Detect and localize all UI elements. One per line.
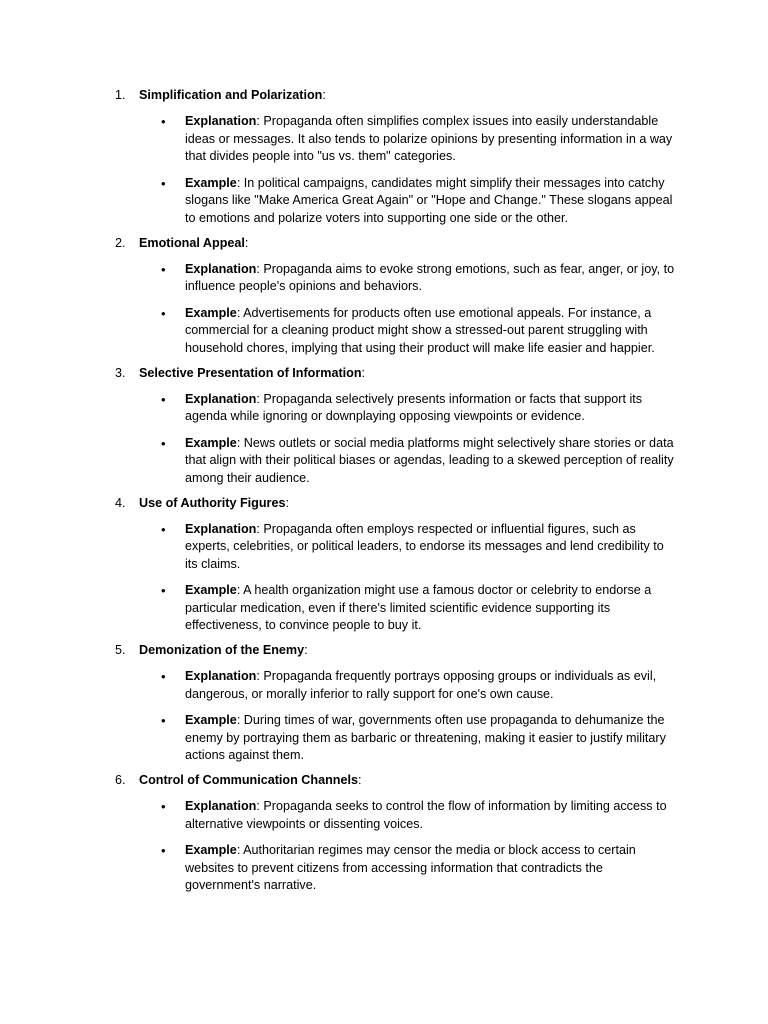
example-point (0, 435, 675, 488)
point-label: Explanation (185, 261, 257, 276)
topic-title: Simplification and Polarization (139, 88, 323, 102)
point-text: : Propaganda aims to evoke strong emotions, such as fear, anger, or joy, to influence people's opinions and behaviors. (185, 261, 675, 294)
point-list (0, 391, 768, 488)
topic-item (0, 86, 768, 228)
topic-heading (0, 641, 768, 659)
topic-colon: : (358, 773, 362, 788)
point-text: : During times of war, governments often use propaganda to dehumanize the enemy by portraying them as barbaric or threatening, making it easier to justify military actions against them. (185, 713, 666, 763)
point-text: : A health organization might use a famous doctor or celebrity to endorse a particular medication, even if there's limited scientific evidence supporting its effectiveness, to convince people to buy it. (185, 583, 652, 633)
topic-number: 4. (115, 495, 126, 510)
point-label: Example (185, 435, 237, 450)
topic-number: 1. (115, 88, 126, 102)
topic-list (0, 86, 768, 895)
bullet-icon: • (161, 305, 166, 321)
point-text: : Propaganda selectively presents information or facts that support its agenda while ignoring or downplaying opposing viewpoints or evidence. (185, 391, 643, 424)
point-label: Explanation (185, 521, 257, 536)
point-text: : Advertisements for products often use emotional appeals. For instance, a commercial for a cleaning product might show a stressed-out parent struggling with household chores, implying that using their product will make life easier and happier. (185, 305, 655, 355)
bullet-icon: • (161, 391, 166, 407)
bullet-icon: • (161, 261, 166, 277)
bullet-icon: • (161, 114, 166, 129)
topic-colon: : (244, 235, 249, 250)
point-text: : News outlets or social media platforms might selectively share stories or data that align with their political biases or agendas, leading to a skewed perception of reality among their audience. (185, 435, 674, 485)
point-list (0, 798, 768, 895)
example-point (0, 712, 675, 765)
point-text: : Propaganda often employs respected or influential figures, such as experts, celebrities, or political leaders, to endorse its messages and lend credibility to its claims. (185, 521, 664, 571)
topic-heading (0, 494, 768, 512)
point-text: : In political campaigns, candidates might simplify their messages into catchy slogans like "Make America Great Again" or "Hope and Change." These slogans appeal to emotions and polarize voters into supporting one side or the other. (185, 175, 673, 225)
bullet-icon: • (161, 435, 166, 451)
topic-title: Selective Presentation of Information (139, 365, 362, 380)
topic-heading (0, 364, 768, 382)
point-text: : Authoritarian regimes may censor the media or block access to certain websites to prevent citizens from accessing information that contradicts the government's narrative. (185, 843, 636, 893)
topic-item (0, 641, 768, 765)
point-label: Explanation (185, 391, 257, 406)
point-label: Example (185, 583, 237, 598)
topic-number: 3. (115, 365, 126, 380)
explanation-point (0, 391, 675, 426)
explanation-point (0, 113, 675, 166)
point-list (0, 521, 768, 636)
point-text: : Propaganda seeks to control the flow of information by limiting access to alternative viewpoints or dissenting voices. (185, 799, 667, 831)
topic-item (0, 364, 768, 488)
topic-heading (0, 234, 768, 252)
point-label: Explanation (185, 669, 257, 684)
point-list (0, 261, 768, 358)
bullet-icon: • (161, 799, 166, 815)
bullet-icon: • (161, 583, 166, 599)
topic-number: 2. (115, 235, 126, 250)
topic-heading (0, 86, 768, 104)
topic-title: Emotional Appeal (139, 235, 245, 250)
topic-colon: : (304, 643, 308, 658)
topic-number: 5. (115, 643, 126, 658)
example-point (0, 175, 675, 228)
topic-number: 6. (115, 773, 126, 788)
point-label: Explanation (185, 799, 257, 814)
topic-item (0, 234, 768, 358)
bullet-icon: • (161, 713, 166, 729)
topic-title: Demonization of the Enemy (139, 643, 305, 658)
bullet-icon: • (161, 175, 166, 191)
example-point (0, 305, 675, 358)
topic-colon: : (322, 88, 326, 102)
example-point (0, 582, 675, 635)
explanation-point (0, 668, 675, 703)
explanation-point (0, 521, 675, 574)
explanation-point (0, 798, 675, 833)
point-list (0, 668, 768, 765)
point-label: Example (185, 175, 237, 190)
topic-title: Use of Authority Figures (139, 495, 286, 510)
point-label: Example (185, 305, 237, 320)
topic-colon: : (285, 495, 289, 510)
topic-title: Control of Communication Channels (139, 773, 358, 788)
topic-colon: : (361, 365, 366, 380)
point-text: : Propaganda frequently portrays opposing groups or individuals as evil, dangerous, or morally inferior to rally support for one's own cause. (185, 669, 657, 701)
example-point (0, 842, 675, 895)
point-label: Example (185, 713, 237, 728)
point-text: : Propaganda often simplifies complex issues into easily understandable ideas or messages. It also tends to polarize opinions by presenting information in a way that divides people into "us vs. them" categories. (185, 114, 673, 164)
topic-item (0, 494, 768, 636)
topic-item (0, 771, 768, 895)
point-label: Explanation (185, 114, 257, 128)
bullet-icon: • (161, 843, 166, 859)
topic-heading (0, 771, 768, 789)
explanation-point (0, 261, 675, 296)
point-list (0, 113, 768, 228)
bullet-icon: • (161, 669, 166, 685)
point-label: Example (185, 843, 237, 858)
bullet-icon: • (161, 521, 166, 537)
